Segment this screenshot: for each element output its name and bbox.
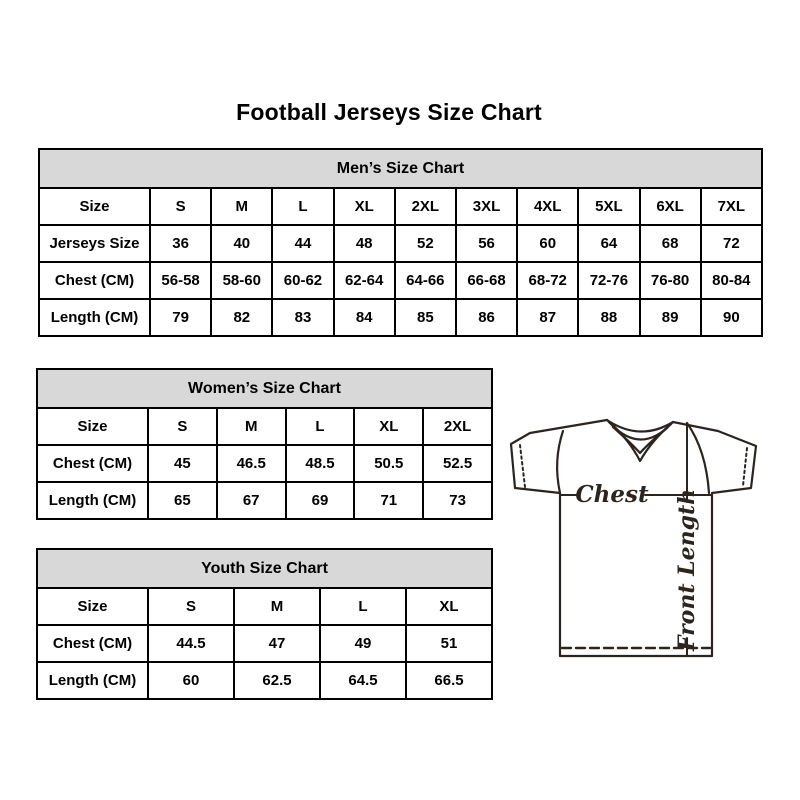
value-cell: 62-64 bbox=[334, 262, 395, 299]
value-cell: 72 bbox=[701, 225, 762, 262]
value-cell: 86 bbox=[456, 299, 517, 336]
table-row bbox=[37, 482, 492, 519]
value-cell: 64 bbox=[578, 225, 639, 262]
value-cell: 7XL bbox=[701, 188, 762, 225]
value-cell: 48.5 bbox=[286, 445, 355, 482]
value-cell: S bbox=[150, 188, 211, 225]
value-cell: 5XL bbox=[578, 188, 639, 225]
womens-size-table bbox=[36, 368, 493, 520]
value-cell: 45 bbox=[148, 445, 217, 482]
value-cell: 60 bbox=[148, 662, 234, 699]
value-cell: 2XL bbox=[423, 408, 492, 445]
value-cell: 6XL bbox=[640, 188, 701, 225]
value-cell: 64.5 bbox=[320, 662, 406, 699]
row-header-cell: Chest (CM) bbox=[37, 625, 148, 662]
value-cell: 44.5 bbox=[148, 625, 234, 662]
row-header-cell: Length (CM) bbox=[39, 299, 150, 336]
value-cell: M bbox=[217, 408, 286, 445]
value-cell: 65 bbox=[148, 482, 217, 519]
value-cell: L bbox=[286, 408, 355, 445]
table-header-row bbox=[39, 149, 762, 188]
value-cell: 52 bbox=[395, 225, 456, 262]
value-cell: 44 bbox=[272, 225, 333, 262]
page-title: Football Jerseys Size Chart bbox=[236, 99, 542, 125]
value-cell: 62.5 bbox=[234, 662, 320, 699]
value-cell: XL bbox=[334, 188, 395, 225]
left-cuff-stitch-line bbox=[520, 445, 525, 487]
table-row bbox=[39, 225, 762, 262]
value-cell: 52.5 bbox=[423, 445, 492, 482]
jersey-outline bbox=[511, 420, 756, 656]
value-cell: 66-68 bbox=[456, 262, 517, 299]
value-cell: 71 bbox=[354, 482, 423, 519]
value-cell: 73 bbox=[423, 482, 492, 519]
table-row bbox=[39, 262, 762, 299]
youth-size-table bbox=[36, 548, 493, 700]
value-cell: 67 bbox=[217, 482, 286, 519]
row-header-cell: Length (CM) bbox=[37, 662, 148, 699]
value-cell: 90 bbox=[701, 299, 762, 336]
value-cell: 76-80 bbox=[640, 262, 701, 299]
value-cell: 47 bbox=[234, 625, 320, 662]
value-cell: 84 bbox=[334, 299, 395, 336]
value-cell: 66.5 bbox=[406, 662, 492, 699]
table-row bbox=[39, 299, 762, 336]
table-header-row bbox=[37, 549, 492, 588]
row-header-cell: Chest (CM) bbox=[39, 262, 150, 299]
value-cell: 40 bbox=[211, 225, 272, 262]
row-header-cell: Length (CM) bbox=[37, 482, 148, 519]
value-cell: 2XL bbox=[395, 188, 456, 225]
mens-size-table bbox=[38, 148, 763, 337]
value-cell: 58-60 bbox=[211, 262, 272, 299]
value-cell: XL bbox=[354, 408, 423, 445]
table-row bbox=[37, 445, 492, 482]
womens-table-title: Women’s Size Chart bbox=[37, 369, 492, 408]
value-cell: 3XL bbox=[456, 188, 517, 225]
value-cell: 56 bbox=[456, 225, 517, 262]
value-cell: 46.5 bbox=[217, 445, 286, 482]
value-cell: XL bbox=[406, 588, 492, 625]
row-header-cell: Jerseys Size bbox=[39, 225, 150, 262]
value-cell: 56-58 bbox=[150, 262, 211, 299]
right-armhole-seam bbox=[687, 423, 709, 493]
value-cell: 79 bbox=[150, 299, 211, 336]
chest-label: Chest bbox=[575, 481, 649, 508]
table-header-row bbox=[37, 369, 492, 408]
value-cell: 69 bbox=[286, 482, 355, 519]
value-cell: 64-66 bbox=[395, 262, 456, 299]
value-cell: L bbox=[320, 588, 406, 625]
value-cell: 83 bbox=[272, 299, 333, 336]
row-header-cell: Size bbox=[37, 408, 148, 445]
value-cell: 50.5 bbox=[354, 445, 423, 482]
right-cuff-stitch-line bbox=[743, 448, 747, 486]
value-cell: 82 bbox=[211, 299, 272, 336]
value-cell: 68-72 bbox=[517, 262, 578, 299]
value-cell: M bbox=[211, 188, 272, 225]
value-cell: 60-62 bbox=[272, 262, 333, 299]
value-cell: 89 bbox=[640, 299, 701, 336]
mens-table-title: Men’s Size Chart bbox=[39, 149, 762, 188]
table-row bbox=[37, 588, 492, 625]
front-length-label: Front Length bbox=[674, 488, 700, 652]
left-armhole-seam bbox=[557, 431, 563, 493]
value-cell: 60 bbox=[517, 225, 578, 262]
table-row bbox=[39, 188, 762, 225]
value-cell: 4XL bbox=[517, 188, 578, 225]
table-row bbox=[37, 625, 492, 662]
row-header-cell: Size bbox=[39, 188, 150, 225]
table-row bbox=[37, 662, 492, 699]
value-cell: 85 bbox=[395, 299, 456, 336]
jersey-illustration bbox=[500, 398, 770, 678]
youth-table-title: Youth Size Chart bbox=[37, 549, 492, 588]
table-row bbox=[37, 408, 492, 445]
value-cell: S bbox=[148, 408, 217, 445]
jersey-measurement-diagram bbox=[500, 398, 770, 678]
value-cell: 87 bbox=[517, 299, 578, 336]
value-cell: S bbox=[148, 588, 234, 625]
value-cell: 88 bbox=[578, 299, 639, 336]
value-cell: L bbox=[272, 188, 333, 225]
value-cell: 49 bbox=[320, 625, 406, 662]
value-cell: 72-76 bbox=[578, 262, 639, 299]
value-cell: 68 bbox=[640, 225, 701, 262]
value-cell: 48 bbox=[334, 225, 395, 262]
value-cell: 36 bbox=[150, 225, 211, 262]
row-header-cell: Chest (CM) bbox=[37, 445, 148, 482]
value-cell: 80-84 bbox=[701, 262, 762, 299]
row-header-cell: Size bbox=[37, 588, 148, 625]
value-cell: M bbox=[234, 588, 320, 625]
value-cell: 51 bbox=[406, 625, 492, 662]
